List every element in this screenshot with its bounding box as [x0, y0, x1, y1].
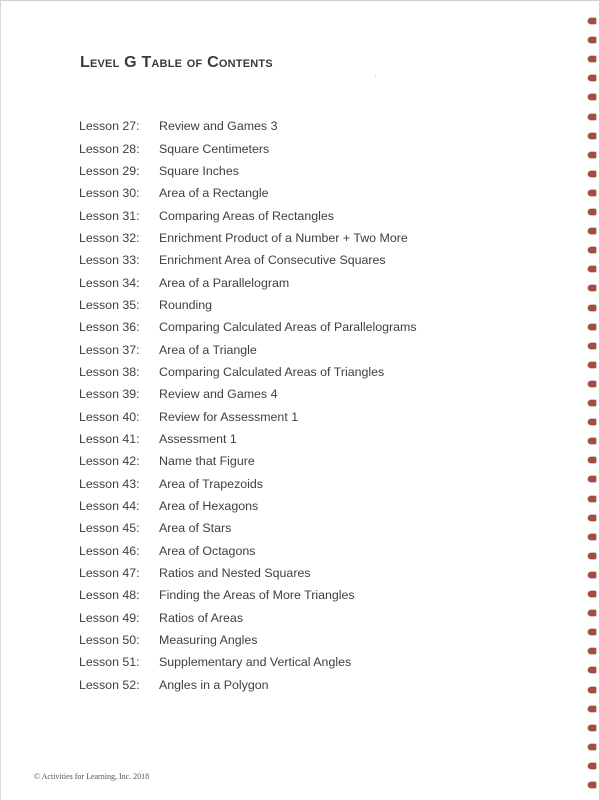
- toc-lesson-title: Area of a Rectangle: [159, 186, 269, 201]
- toc-lesson-number: Lesson 34:: [79, 275, 140, 290]
- toc-lesson-title: Supplementary and Vertical Angles: [159, 655, 352, 670]
- toc-entry: [79, 584, 417, 606]
- table-of-contents: [79, 115, 417, 696]
- binding-ring: [588, 725, 596, 731]
- toc-lesson-number: Lesson 29:: [79, 163, 140, 178]
- binding-ring: [588, 171, 596, 177]
- toc-entry: [79, 473, 417, 495]
- toc-lesson-number: Lesson 49:: [79, 610, 140, 625]
- toc-lesson-title: Review for Assessment 1: [159, 409, 299, 424]
- binding-ring: [588, 572, 596, 578]
- binding-ring: [588, 152, 596, 158]
- toc-lesson-number: Lesson 28:: [79, 141, 140, 156]
- page-edge-top: [0, 0, 599, 1]
- toc-lesson-number: Lesson 27:: [79, 119, 140, 134]
- binding-ring: [588, 285, 596, 291]
- toc-lesson-number: Lesson 38:: [79, 364, 140, 379]
- binding-ring: [588, 515, 596, 521]
- toc-lesson-title: Name that Figure: [159, 454, 255, 469]
- toc-lesson-title: Ratios and Nested Squares: [159, 566, 311, 581]
- toc-lesson-number: Lesson 51:: [79, 655, 140, 670]
- binding-ring: [588, 190, 596, 196]
- toc-entry: [79, 562, 417, 584]
- toc-lesson-title: Angles in a Polygon: [159, 677, 269, 692]
- toc-lesson-number: Lesson 41:: [79, 431, 140, 446]
- binding-ring: [588, 763, 596, 769]
- toc-lesson-title: Area of a Parallelogram: [159, 275, 290, 290]
- toc-entry: [79, 182, 417, 204]
- toc-lesson-number: Lesson 36:: [79, 320, 140, 335]
- toc-entry: [79, 338, 417, 360]
- toc-lesson-number: Lesson 45:: [79, 521, 140, 536]
- toc-lesson-number: Lesson 43:: [79, 476, 140, 491]
- toc-entry: [79, 405, 417, 427]
- toc-lesson-number: Lesson 35:: [79, 297, 140, 312]
- toc-lesson-title: Review and Games 3: [159, 119, 278, 134]
- binding-ring: [588, 438, 596, 444]
- toc-entry: [79, 517, 417, 539]
- toc-entry: [79, 160, 417, 182]
- toc-lesson-title: Comparing Areas of Rectangles: [159, 208, 334, 223]
- binding-ring: [588, 400, 596, 406]
- binding-ring: [588, 209, 596, 215]
- binding-ring: [588, 247, 596, 253]
- toc-lesson-number: Lesson 37:: [79, 342, 140, 357]
- toc-entry: [79, 271, 417, 293]
- binding-ring: [588, 75, 596, 81]
- toc-lesson-title: Ratios of Areas: [159, 610, 244, 625]
- toc-entry: [79, 651, 417, 673]
- toc-lesson-title: Measuring Angles: [159, 633, 258, 648]
- binding-ring: [588, 706, 596, 712]
- binding-ring: [588, 457, 596, 463]
- binding-ring: [588, 381, 596, 387]
- toc-entry: [79, 540, 417, 562]
- toc-lesson-number: Lesson 40:: [79, 409, 140, 424]
- copyright-notice: © Activities for Learning, Inc. 2018: [34, 772, 150, 781]
- toc-lesson-title: Enrichment Product of a Number + Two More: [159, 230, 408, 245]
- toc-lesson-title: Area of Trapezoids: [159, 476, 264, 491]
- binding-ring: [588, 94, 596, 100]
- spiral-binding: [588, 0, 599, 800]
- toc-lesson-title: Area of Stars: [159, 521, 232, 536]
- paper-speck: [375, 76, 376, 77]
- toc-entry: [79, 249, 417, 271]
- binding-ring: [588, 782, 596, 788]
- binding-ring: [588, 305, 596, 311]
- binding-ring: [588, 629, 596, 635]
- binding-ring: [588, 133, 596, 139]
- toc-entry: [79, 316, 417, 338]
- toc-entry: [79, 607, 417, 629]
- toc-lesson-number: Lesson 42:: [79, 454, 140, 469]
- binding-ring: [588, 37, 596, 43]
- binding-ring: [588, 648, 596, 654]
- binding-ring: [588, 610, 596, 616]
- toc-lesson-title: Area of Octagons: [159, 543, 256, 558]
- toc-entry: [79, 294, 417, 316]
- toc-lesson-number: Lesson 47:: [79, 566, 140, 581]
- toc-lesson-number: Lesson 52:: [79, 677, 140, 692]
- toc-entry: [79, 428, 417, 450]
- binding-ring: [588, 534, 596, 540]
- toc-lesson-title: Finding the Areas of More Triangles: [159, 588, 355, 603]
- binding-ring: [588, 744, 596, 750]
- page-edge-left: [0, 0, 1, 800]
- toc-lesson-number: Lesson 44:: [79, 499, 140, 514]
- toc-lesson-title: Square Inches: [159, 163, 239, 178]
- toc-entry: [79, 495, 417, 517]
- binding-ring: [588, 324, 596, 330]
- toc-lesson-title: Rounding: [159, 297, 213, 312]
- toc-lesson-number: Lesson 50:: [79, 633, 140, 648]
- toc-entry: [79, 674, 417, 696]
- binding-ring: [588, 667, 596, 673]
- toc-lesson-number: Lesson 31:: [79, 208, 140, 223]
- toc-lesson-title: Comparing Calculated Areas of Triangles: [159, 364, 385, 379]
- toc-lesson-number: Lesson 46:: [79, 543, 140, 558]
- binding-ring: [588, 266, 596, 272]
- binding-ring: [588, 362, 596, 368]
- toc-entry: [79, 383, 417, 405]
- toc-lesson-title: Enrichment Area of Consecutive Squares: [159, 253, 386, 268]
- toc-lesson-number: Lesson 48:: [79, 588, 140, 603]
- toc-lesson-title: Comparing Calculated Areas of Parallelograms: [159, 320, 417, 335]
- toc-entry: [79, 227, 417, 249]
- page-title: Level G Table of Contents: [80, 54, 273, 71]
- toc-lesson-title: Assessment 1: [159, 431, 237, 446]
- binding-ring: [588, 591, 596, 597]
- binding-ring: [588, 553, 596, 559]
- binding-ring: [588, 228, 596, 234]
- toc-entry: [79, 204, 417, 226]
- binding-ring: [588, 114, 596, 120]
- toc-lesson-number: Lesson 33:: [79, 253, 140, 268]
- toc-lesson-number: Lesson 39:: [79, 387, 140, 402]
- toc-lesson-title: Area of Hexagons: [159, 499, 259, 514]
- toc-entry: [79, 137, 417, 159]
- binding-ring: [588, 18, 596, 24]
- toc-lesson-number: Lesson 30:: [79, 186, 140, 201]
- toc-lesson-title: Review and Games 4: [159, 387, 278, 402]
- toc-lesson-title: Area of a Triangle: [159, 342, 257, 357]
- toc-entry: [79, 629, 417, 651]
- binding-ring: [588, 419, 596, 425]
- binding-ring: [588, 476, 596, 482]
- binding-ring: [588, 687, 596, 693]
- toc-entry: [79, 361, 417, 383]
- toc-entry: [79, 115, 417, 137]
- toc-lesson-number: Lesson 32:: [79, 230, 140, 245]
- binding-ring: [588, 343, 596, 349]
- binding-ring: [588, 496, 596, 502]
- binding-ring: [588, 56, 596, 62]
- toc-entry: [79, 450, 417, 472]
- toc-lesson-title: Square Centimeters: [159, 141, 270, 156]
